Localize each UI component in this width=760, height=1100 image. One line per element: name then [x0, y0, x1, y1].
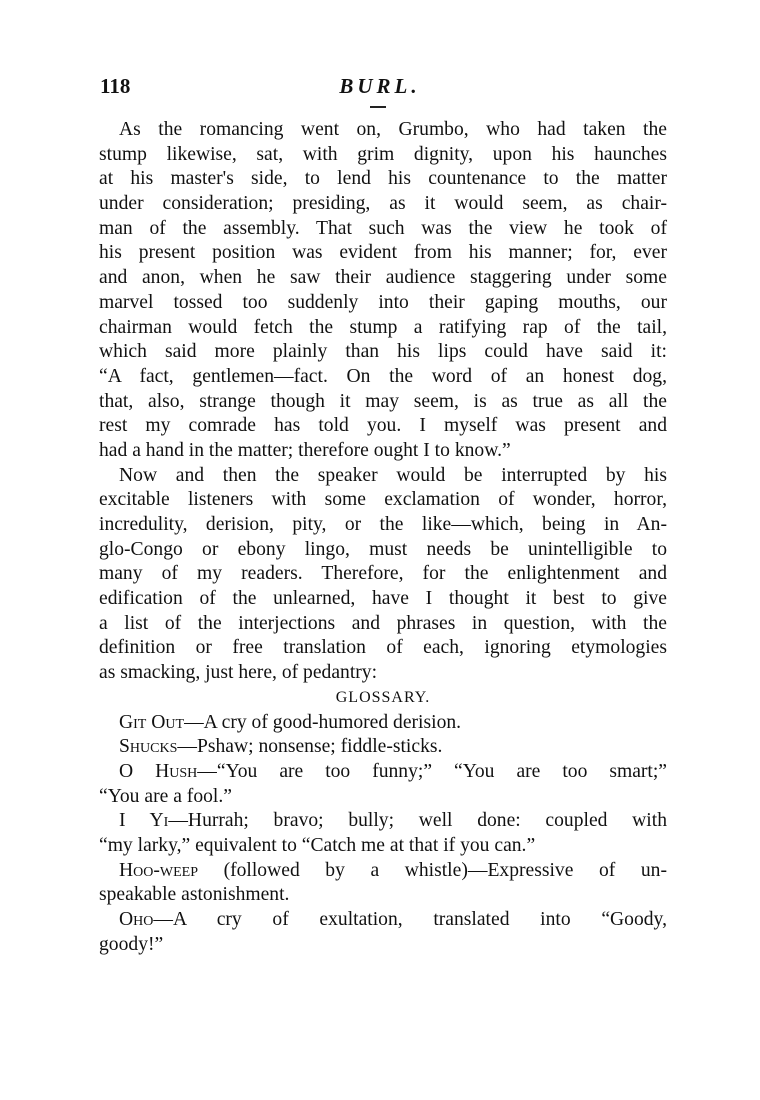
text-line: and anon, when he saw their audience staggering under some	[99, 267, 667, 289]
glossary-definition-cont: goody!”	[99, 933, 164, 955]
text-line: that, also, strange though it may seem, is as true as all the	[99, 390, 667, 412]
glossary-term: Hoo-weep	[119, 859, 198, 881]
glossary-definition: —Pshaw; nonsense; fiddle-sticks.	[177, 736, 443, 758]
head-rule	[370, 106, 386, 108]
text-line: his present position was evident from his manner; for, ever	[99, 242, 667, 264]
glossary-term: Git Out	[119, 711, 185, 733]
glossary-entry	[99, 711, 667, 736]
glossary-definition-cont: “my larky,” equivalent to “Catch me at that if you can.”	[99, 834, 536, 856]
glossary-entry	[99, 859, 667, 884]
glossary-definition: —Hurrah; bravo; bully; well done: coupled with	[168, 810, 667, 832]
text-line: excitable listeners with some exclamation of wonder, horror,	[99, 489, 667, 511]
glossary-term: Oho	[119, 909, 154, 930]
glossary-definition: —A cry of good-humored derision.	[184, 711, 462, 733]
text-line: As the romancing went on, Grumbo, who had taken the	[119, 119, 667, 140]
text-line: at his master's side, to lend his countenance to the matter	[99, 168, 667, 190]
text-line: man of the assembly. That such was the view he took of	[99, 217, 667, 239]
text-line: under consideration; presiding, as it would seem, as chair-	[99, 193, 667, 215]
text-line: rest my comrade has told you. I myself was present and	[99, 415, 667, 437]
text-line: chairman would fetch the stump a ratifying rap of the tail,	[99, 316, 667, 338]
glossary-entry	[99, 908, 667, 933]
glossary-definition: —“You are too funny;” “You are too smart;”	[197, 760, 667, 782]
glossary-term: Shucks	[119, 736, 178, 758]
text-line: Now and then the speaker would be interrupted by his	[119, 464, 667, 486]
text-line: definition or free translation of each, ignoring etymologies	[99, 637, 667, 659]
text-line: had a hand in the matter; therefore ought I to know.”	[99, 439, 511, 461]
glossary-term: I Yi	[119, 810, 169, 832]
text-line: many of my readers. Therefore, for the enlightenment and	[99, 563, 667, 585]
glossary-heading: GLOSSARY.	[335, 688, 431, 706]
text-line: glo-Congo or ebony lingo, must needs be unintelligible to	[99, 538, 667, 560]
glossary-entry	[99, 735, 667, 760]
text-line: stump likewise, sat, with grim dignity, upon his haunches	[99, 143, 667, 165]
body-text	[99, 118, 667, 957]
page-number: 118	[100, 74, 131, 98]
glossary-definition-cont: speakable astonishment.	[99, 884, 290, 906]
text-line: edification of the unlearned, have I thought it best to give	[99, 588, 667, 610]
text-line: “A fact, gentlemen—fact. On the word of an honest dog,	[99, 365, 667, 387]
glossary-entry	[99, 760, 667, 785]
glossary-definition-cont: “You are a fool.”	[99, 785, 232, 807]
running-head: BURL.	[339, 74, 421, 98]
text-line: which said more plainly than his lips could have said it:	[99, 341, 667, 363]
text-line: as smacking, just here, of pedantry:	[99, 662, 378, 684]
glossary-entry	[99, 809, 667, 834]
glossary-definition: (followed by a whistle)—Expressive of un-	[198, 859, 667, 881]
text-line: a list of the interjections and phrases in question, with the	[99, 612, 667, 634]
glossary-definition: —A cry of exultation, translated into “Goody,	[153, 909, 667, 930]
text-line: incredulity, derision, pity, or the like—which, being in An-	[99, 514, 667, 535]
text-line: marvel tossed too suddenly into their gaping mouths, our	[99, 291, 667, 313]
glossary-term: O Hush	[119, 760, 198, 782]
